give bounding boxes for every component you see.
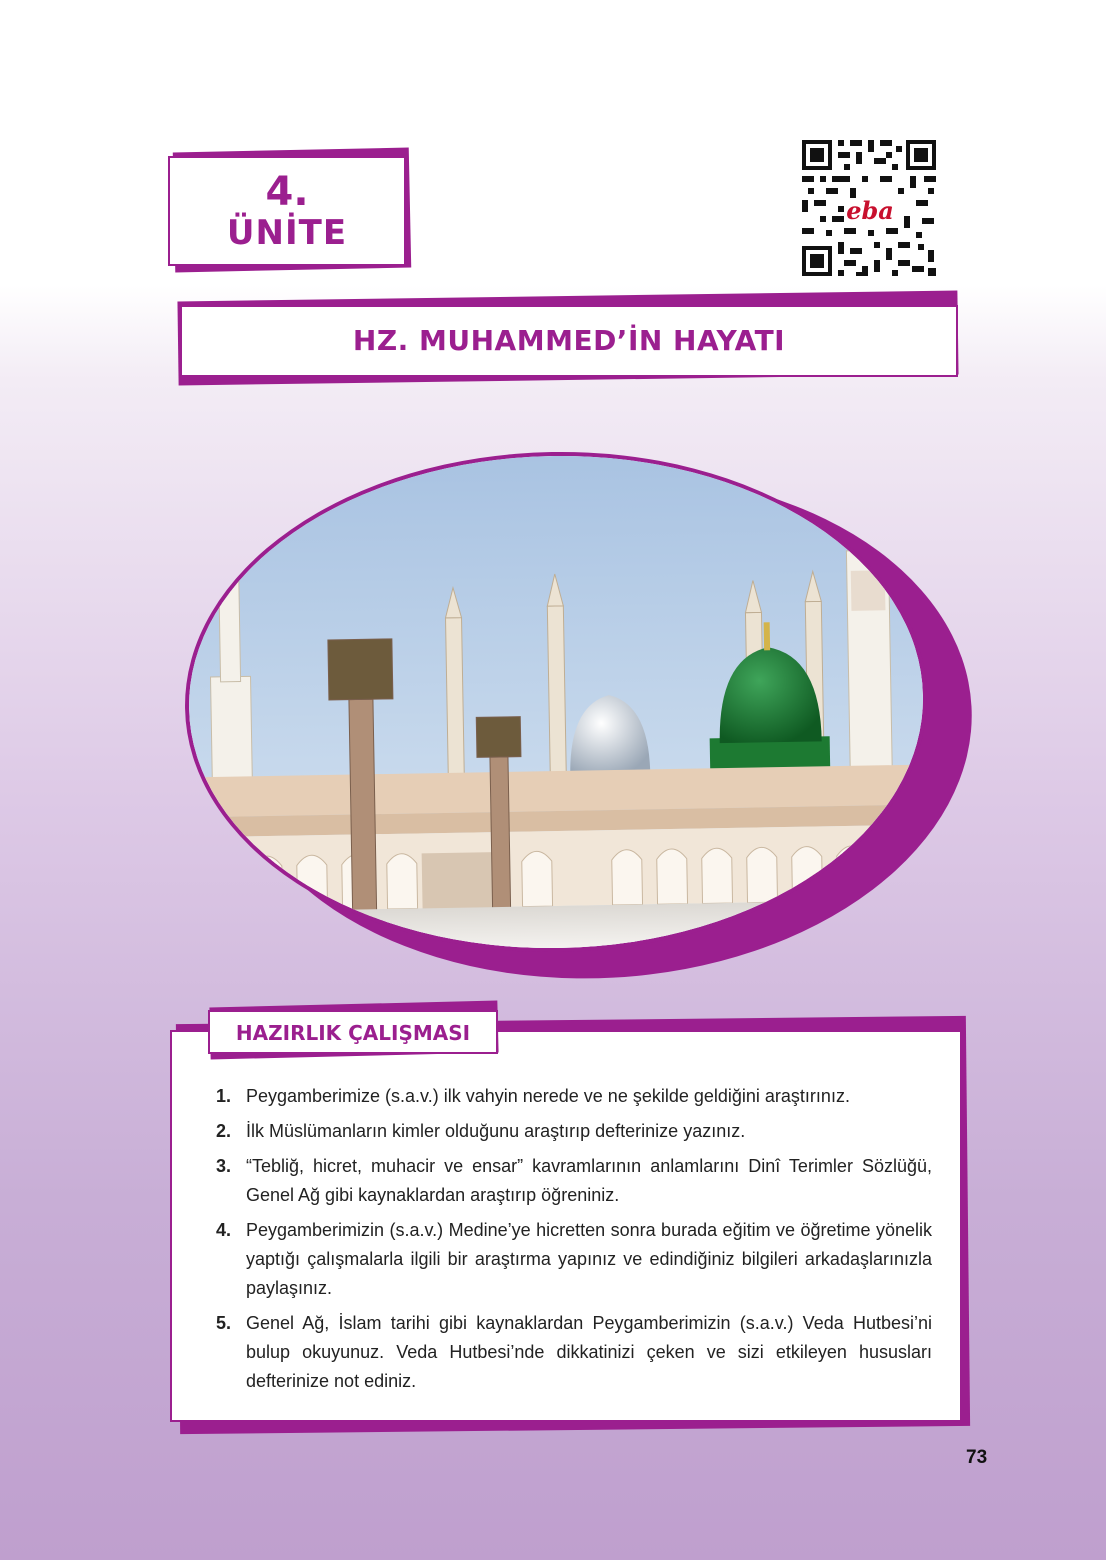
item-number: 3. [216, 1156, 232, 1176]
list-item [210, 1117, 932, 1146]
list-item [210, 1082, 932, 1111]
preparation-list [210, 1082, 932, 1402]
page-number: 73 [966, 1447, 988, 1468]
list-item [210, 1309, 932, 1396]
item-text: “Tebliğ, hicret, muhacir ve ensar” kavramlarının anlamlarını Dinî Terimler Sözlüğü, Genel Ağ gibi kaynaklardan araştırıp öğreniniz. [246, 1156, 932, 1205]
item-text: Peygamberimize (s.a.v.) ilk vahyin nerede ve ne şekilde geldiğini araştırınız. [246, 1086, 850, 1106]
qr-code-icon [800, 138, 938, 278]
list-item [210, 1216, 932, 1303]
item-number: 5. [216, 1313, 232, 1333]
qr-code[interactable] [800, 138, 938, 278]
preparation-heading: HAZIRLIK ÇALIŞMASI [235, 1021, 471, 1045]
item-number: 4. [216, 1220, 232, 1240]
item-text: Peygamberimizin (s.a.v.) Medine’ye hicretten sonra burada eğitim ve öğretime yönelik yaptığı çalışmalarla ilgili bir araştırma yapınız ve edindiğiniz bilgileri arkadaşlarınızla paylaşınız. [246, 1220, 932, 1298]
item-text: İlk Müslümanların kimler olduğunu araştırıp defterinize yazınız. [246, 1121, 746, 1141]
item-text: Genel Ağ, İslam tarihi gibi kaynaklardan Peygamberimizin (s.a.v.) Veda Hutbesi’ni bulup okuyunuz. Veda Hutbesi’nde dikkatinizi çeken ve sizi etkileyen hususları defterinize not ediniz. [246, 1313, 932, 1391]
list-item [210, 1152, 932, 1210]
unit-box [168, 156, 406, 266]
item-number: 1. [216, 1086, 232, 1106]
title-box [180, 305, 958, 377]
eba-logo-text: eba [846, 196, 894, 225]
unit-number: 4. [265, 169, 309, 215]
item-number: 2. [216, 1121, 232, 1141]
page-title: HZ. MUHAMMED’İN HAYATI [352, 324, 786, 357]
unit-label: ÜNİTE [226, 213, 348, 253]
preparation-tab [208, 1010, 498, 1054]
